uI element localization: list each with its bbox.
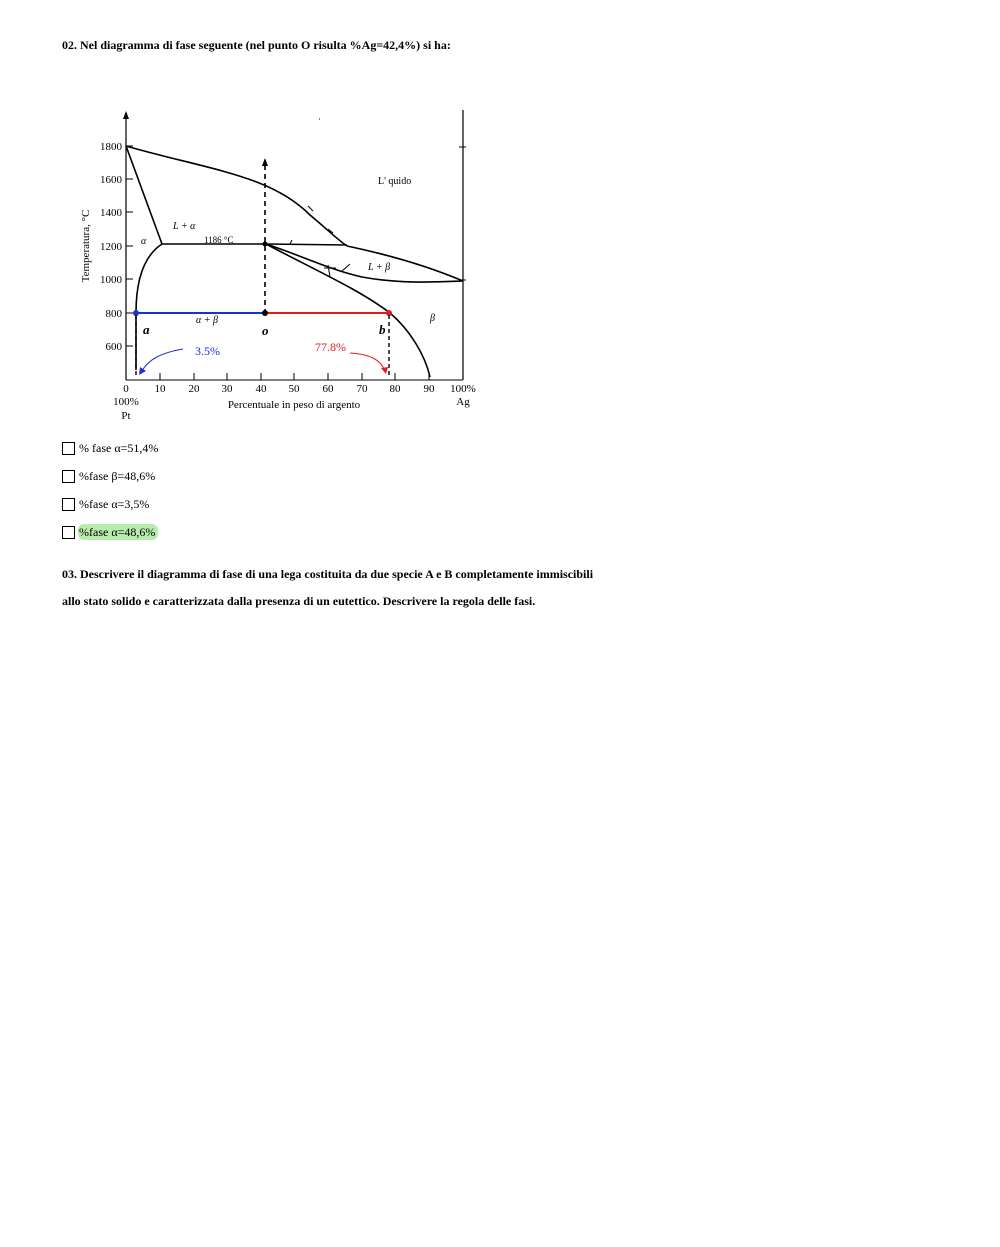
alpha-solvus <box>136 244 162 370</box>
x-tick-label: 80 <box>389 383 401 395</box>
x-tick-label: 100% <box>450 383 476 395</box>
right-callout-arrowhead <box>381 367 388 374</box>
x-tick-label: 30 <box>221 383 233 395</box>
point-b-label: b <box>379 322 386 337</box>
beta-solvus <box>266 244 430 377</box>
x-tick-label: 10 <box>154 383 166 395</box>
alpha-solidus <box>126 146 162 244</box>
y-tick-label: 1200 <box>100 241 122 253</box>
question-03-text-line2: allo stato solido e caratterizzata dalla presenza di un eutettico. Descrivere la regola delle fasi. <box>62 594 536 608</box>
x-tick-label: 70 <box>356 383 368 395</box>
left-end-percent: 100% <box>113 396 139 408</box>
x-tick-label: 90 <box>423 383 435 395</box>
answer-checkbox[interactable] <box>62 470 75 483</box>
l-beta-region-label: L + β <box>368 262 391 273</box>
x-tick-label: 0 <box>123 383 129 395</box>
alpha-beta-region-label: α + β <box>196 315 218 326</box>
liquidus-curve-right <box>347 246 463 281</box>
y-ticks <box>100 141 133 353</box>
answer-option-label: % fase α=51,4% <box>79 441 159 455</box>
right-percent-label: 77.8% <box>315 340 346 354</box>
composition-arrow <box>262 158 268 166</box>
right-callout-arrow <box>350 353 384 369</box>
x-tick-label: 50 <box>288 383 300 395</box>
point-o-label: o <box>262 323 269 338</box>
answer-option-label: %fase α=3,5% <box>79 497 150 511</box>
y-tick-label: 1400 <box>100 207 122 219</box>
liquidus-curve <box>126 146 347 246</box>
alpha-region-label: α <box>141 236 147 247</box>
question-03-text-line1: 03. Descrivere il diagramma di fase di una lega costituita da due specie A e B completamente immiscibili <box>62 567 594 581</box>
y-tick-label: 1000 <box>100 274 122 286</box>
left-percent-label: 3.5% <box>195 344 220 358</box>
answer-checkbox[interactable] <box>62 442 75 455</box>
l-alpha-region-label: L + α <box>173 221 196 232</box>
liquid-region-label: L' quido <box>378 176 412 187</box>
answer-checkbox[interactable] <box>62 498 75 511</box>
phase-diagram-svg <box>70 105 490 430</box>
left-end-element: Pt <box>121 410 131 422</box>
point-a-label: a <box>143 322 150 337</box>
y-axis-arrow <box>123 111 129 119</box>
x-axis-title: Percentuale in peso di argento <box>227 399 361 411</box>
beta-region-label: β <box>430 313 435 324</box>
y-tick-label: 600 <box>105 341 122 353</box>
answer-option-label-highlighted: %fase α=48,6% <box>78 524 158 540</box>
left-callout-arrowhead <box>139 367 146 375</box>
y-axis-title: Temperatura, °C <box>80 209 92 283</box>
answer-option-3[interactable] <box>62 496 152 512</box>
answer-option-4[interactable] <box>62 524 158 540</box>
question-02-text: 02. Nel diagramma di fase seguente (nel punto O risulta %Ag=42,4%) si ha: <box>62 38 451 52</box>
x-tick-label: 40 <box>255 383 267 395</box>
y-tick-label: 800 <box>105 308 122 320</box>
answer-checkbox[interactable] <box>62 526 75 539</box>
x-tick-label: 20 <box>188 383 200 395</box>
right-end-element: Ag <box>456 396 470 408</box>
phase-diagram <box>70 105 490 430</box>
point-o-marker <box>262 310 268 316</box>
y-tick-label: 1800 <box>100 141 122 153</box>
left-callout-arrow <box>142 349 183 371</box>
peritectic-line <box>162 244 347 245</box>
peritectic-temperature-label: 1186 °C <box>204 235 234 245</box>
point-peritectic <box>263 242 268 247</box>
y-tick-label: 1600 <box>100 174 122 186</box>
answer-option-1[interactable] <box>62 440 161 456</box>
x-ticks <box>123 373 476 395</box>
answer-option-2[interactable] <box>62 468 158 484</box>
phase-boundaries <box>126 146 463 377</box>
x-tick-label: 60 <box>322 383 334 395</box>
answer-option-label: %fase β=48,6% <box>79 469 156 483</box>
